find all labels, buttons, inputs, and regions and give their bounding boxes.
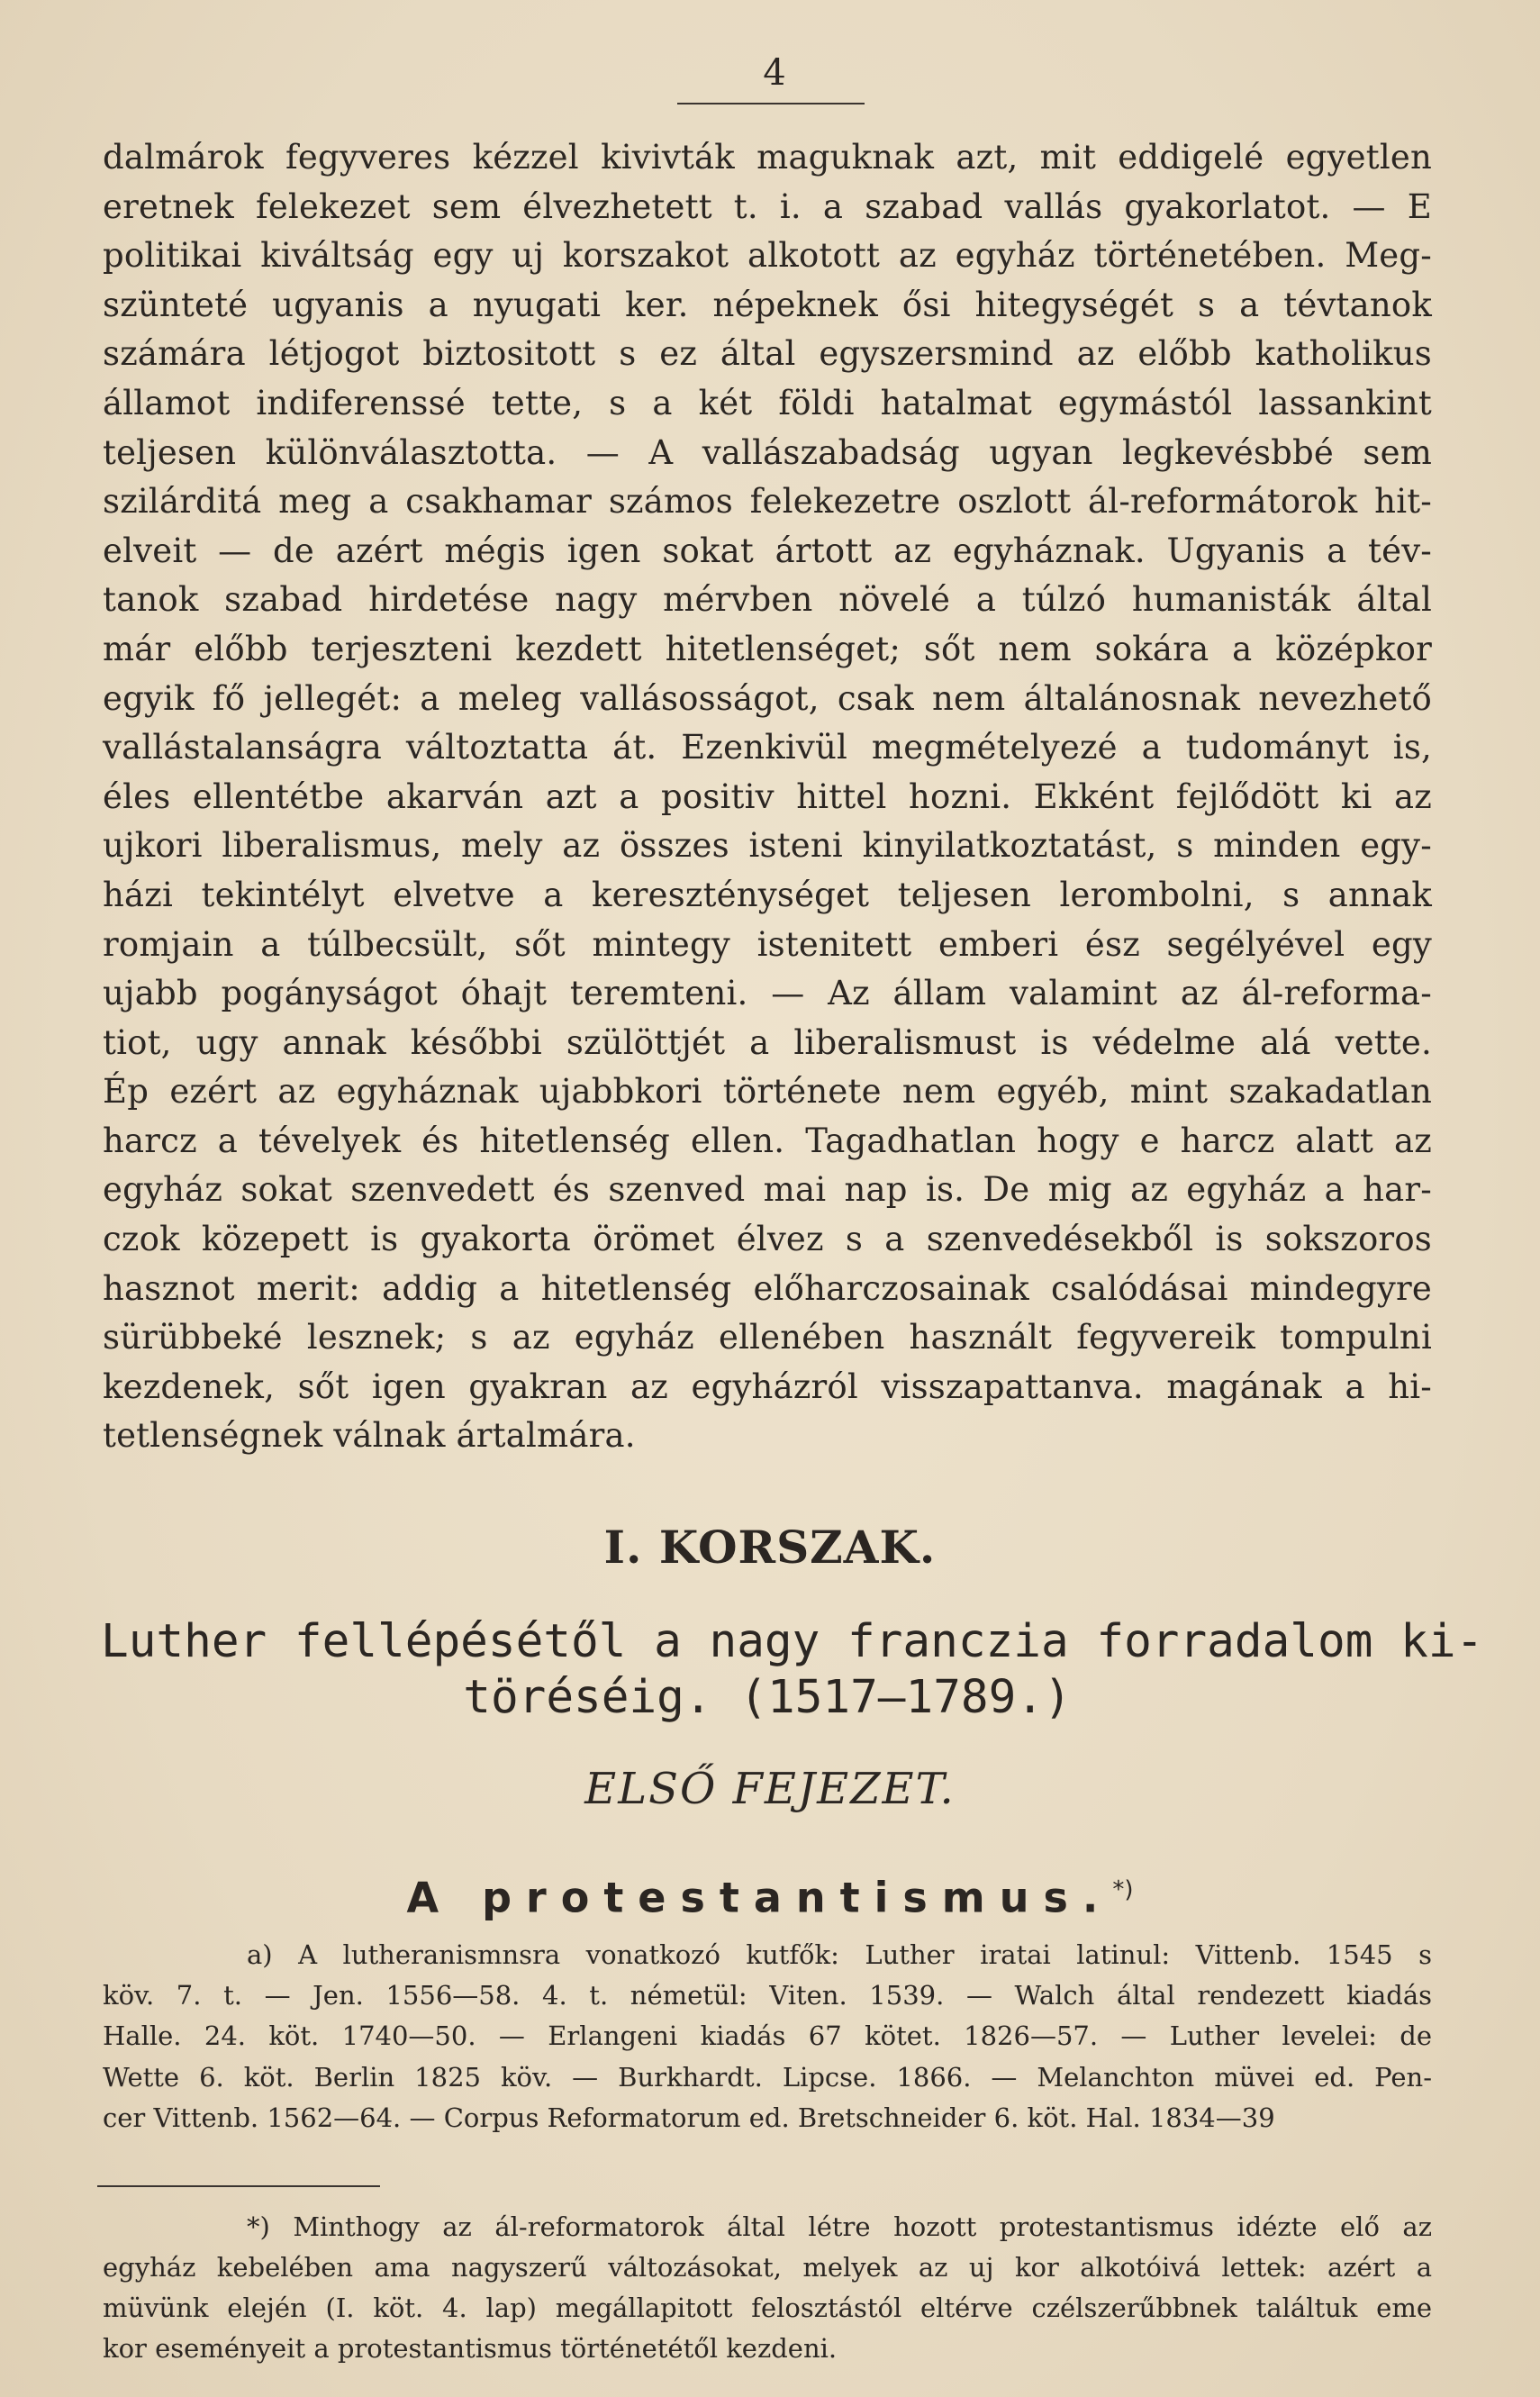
footnote-line: kor eseményeit a protestantismus történetétől kezdeni.	[103, 2333, 838, 2364]
body-line: eretnek felekezet sem élvezhetett t. i. a szabad vallás gyakorlatot. — E	[103, 186, 1432, 226]
body-line: romjain a túlbecsült, sőt mintegy istenitett emberi ész segélyével egy	[103, 924, 1432, 964]
era-subtitle-line: Luther fellépésétől a nagy franczia forradalom ki-	[101, 1615, 1484, 1668]
body-line: hasznot merit: addig a hitetlenség előharczosainak csalódásai mindegyre	[103, 1268, 1432, 1308]
era-subtitle	[101, 1614, 1484, 1726]
footnote-marker: *)	[1112, 1876, 1134, 1903]
page-number-rule	[677, 103, 865, 104]
sources-line: cer Vittenb. 1562—64. — Corpus Reformatorum ed. Bretschneider 6. köt. Hal. 1834—39	[103, 2102, 1275, 2133]
body-line: házi tekintélyt elvetve a kereszténységet teljesen lerombolni, s annak	[103, 875, 1432, 914]
body-line: egyik fő jellegét: a meleg vallásosságot, csak nem általánosnak nevezhető	[103, 678, 1432, 718]
sources-line: Wette 6. köt. Berlin 1825 köv. — Burkhardt. Lipcse. 1866. — Melanchton müvei ed. Pen-	[103, 2061, 1432, 2093]
body-line: politikai kiváltság egy uj korszakot alkotott az egyház történetében. Meg-	[103, 236, 1432, 276]
footnote	[103, 2207, 1432, 2369]
footnote-line: müvünk elején (I. köt. 4. lap) megállapitott felosztástól eltérve czélszerűbbnek találtuk eme	[103, 2293, 1432, 2323]
body-text	[103, 133, 1432, 1461]
body-line: tetlenségnek válnak ártalmára.	[103, 1416, 636, 1456]
body-line: számára létjogot biztositott s ez által egyszersmind az előbb katholikus	[103, 334, 1432, 374]
body-line: szünteté ugyanis a nyugati ker. népeknek ősi hitegységét s a tévtanok	[103, 285, 1432, 324]
footnote-rule	[97, 2185, 380, 2187]
footnote-line: *) Minthogy az ál-reformatorok által létre hozott protestantismus idézte elő az	[247, 2211, 1432, 2242]
body-line: egyház sokat szenvedett és szenved mai nap is. De mig az egyház a har-	[103, 1170, 1432, 1210]
section-heading	[0, 1863, 1540, 1924]
body-line: teljesen különválasztotta. — A vallászabadság ugyan legkevésbbé sem	[103, 432, 1432, 472]
body-line: dalmárok fegyveres kézzel kivivták maguknak azt, mit eddigelé egyetlen	[103, 138, 1432, 177]
body-line: szilárditá meg a csakhamar számos felekezetre oszlott ál-reformátorok hit-	[103, 482, 1432, 522]
era-heading: I. KORSZAK.	[603, 1521, 937, 1574]
era-subtitle-line: töréséig. (1517—1789.)	[463, 1671, 1072, 1724]
body-line: vallástalanságra változtatta át. Ezenkivül megmételyezé a tudományt is,	[103, 728, 1432, 767]
body-line: éles ellentétbe akarván azt a positiv hittel hozni. Ekként fejlődött ki az	[103, 776, 1432, 816]
body-line: tiot, ugy annak későbbi szülöttjét a liberalismust is védelme alá vette.	[103, 1022, 1432, 1062]
page-number: 4	[763, 52, 786, 94]
body-line: harcz a tévelyek és hitetlenség ellen. Tagadhatlan hogy e harcz alatt az	[103, 1121, 1432, 1160]
body-line: kezdenek, sőt igen gyakran az egyházról visszapattanva. magának a hi-	[103, 1366, 1432, 1406]
body-line: Ép ezért az egyháznak ujabbkori története nem egyéb, mint szakadatlan	[103, 1072, 1432, 1112]
sources-line: köv. 7. t. — Jen. 1556—58. 4. t. németül: Viten. 1539. — Walch által rendezett kiadás	[103, 1980, 1432, 2011]
body-line: ujkori liberalismus, mely az összes isteni kinyilatkoztatást, s minden egy-	[103, 826, 1432, 866]
section-heading-text: A protestantismus.	[406, 1873, 1113, 1922]
sources-line: a) A lutheranismnsra vonatkozó kutfők: Luther iratai latinul: Vittenb. 1545 s	[247, 1939, 1432, 1970]
body-line: sürübbeké lesznek; s az egyház ellenében használt fegyvereik tompulni	[103, 1318, 1432, 1357]
sources-line: Halle. 24. köt. 1740—50. — Erlangeni kiadás 67 kötet. 1826—57. — Luther levelei: de	[103, 2020, 1432, 2052]
body-line: elveit — de azért mégis igen sokat ártott az egyháznak. Ugyanis a tév-	[103, 531, 1432, 570]
body-line: czok közepett is gyakorta örömet élvez s a szenvedésekből is sokszoros	[103, 1220, 1432, 1259]
body-line: ujabb pogányságot óhajt teremteni. — Az állam valamint az ál-reforma-	[103, 974, 1432, 1013]
footnote-line: egyház kebelében ama nagyszerű változásokat, melyek az uj kor alkotóivá lettek: azért a	[103, 2252, 1432, 2283]
chapter-heading: ELSŐ FEJEZET.	[584, 1764, 956, 1814]
body-line: tanok szabad hirdetése nagy mérvben növelé a túlzó humanisták által	[103, 580, 1432, 620]
body-line: már előbb terjeszteni kezdett hitetlenséget; sőt nem sokára a középkor	[103, 629, 1432, 668]
body-line: államot indiferenssé tette, s a két földi hatalmat egymástól lassankint	[103, 383, 1432, 422]
sources-paragraph	[103, 1935, 1432, 2138]
